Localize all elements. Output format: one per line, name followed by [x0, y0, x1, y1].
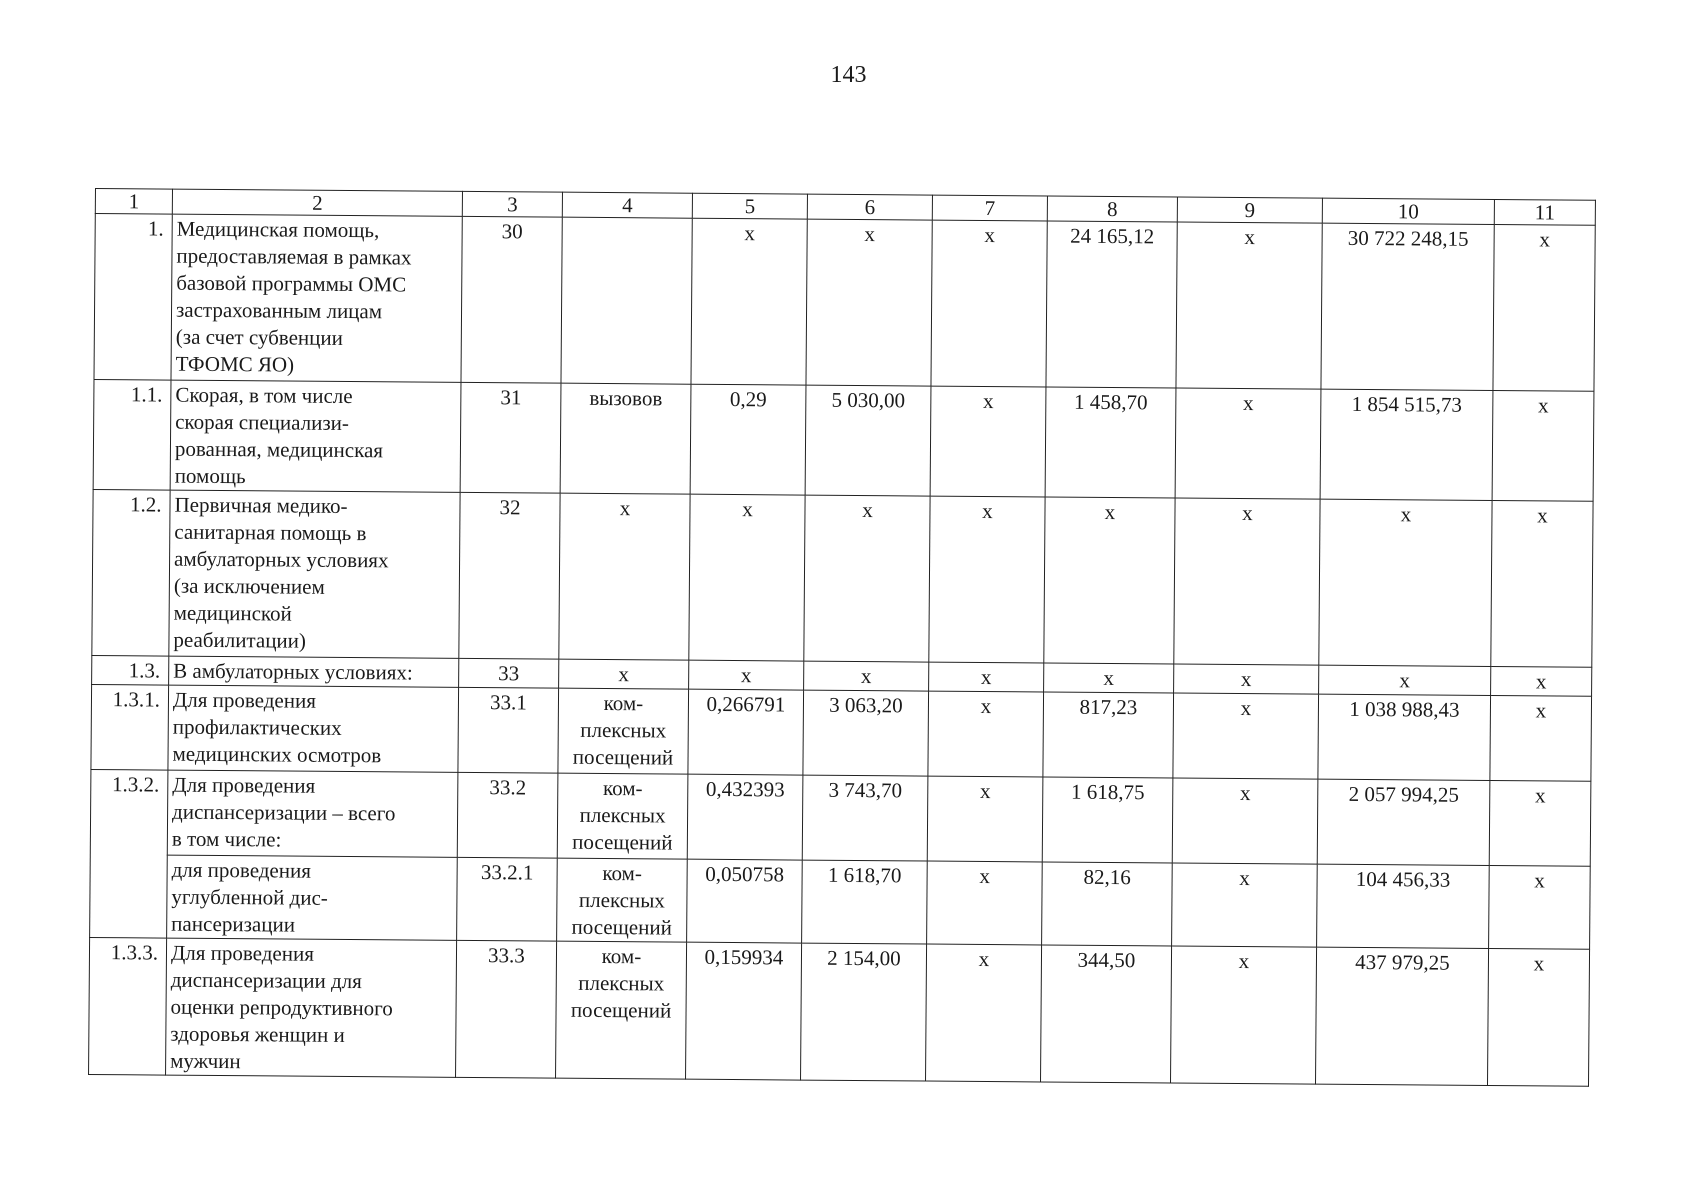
row-number: 1.3.2. — [90, 769, 168, 938]
row-cell-8: 344,50 — [1041, 945, 1172, 1083]
row-cell-10: 437 979,25 — [1315, 947, 1488, 1085]
row-name: Для проведения диспансеризации – всего в том числе: — [167, 770, 458, 857]
header-cell: 11 — [1494, 199, 1595, 225]
row-cell-11: х — [1489, 865, 1591, 949]
row-cell-7: х — [928, 691, 1044, 777]
row-unit — [561, 217, 692, 384]
header-cell: 6 — [807, 194, 932, 220]
row-number: 1.1. — [93, 379, 171, 490]
row-cell-10: 2 057 994,25 — [1317, 779, 1490, 865]
header-cell: 1 — [95, 189, 172, 215]
row-cell-5: х — [689, 660, 804, 690]
row-name: В амбулаторных условиях: — [169, 656, 459, 687]
row-cell-9: х — [1175, 388, 1321, 499]
row-cell-10: 1 854 515,73 — [1320, 389, 1493, 500]
row-code: 31 — [460, 382, 561, 493]
header-cell: 9 — [1177, 197, 1322, 223]
row-cell-9: х — [1172, 778, 1318, 864]
row-cell-7: х — [929, 662, 1044, 692]
row-code: 33 — [459, 658, 559, 688]
row-name: Первичная медико- санитарная помощь в амбулаторных условиях (за исключением медицинской реабилитации) — [169, 490, 460, 658]
row-number: 1.3. — [92, 655, 169, 685]
row-cell-9: х — [1171, 946, 1317, 1084]
row-cell-6: 1 618,70 — [802, 860, 928, 944]
row-cell-6: х — [804, 495, 930, 662]
row-cell-9: х — [1176, 222, 1322, 389]
row-cell-8: 24 165,12 — [1046, 221, 1177, 388]
table-row — [90, 769, 1591, 866]
row-cell-11: х — [1490, 695, 1592, 781]
row-cell-10: 1 038 988,43 — [1318, 694, 1491, 780]
row-cell-11: х — [1491, 666, 1592, 696]
page-number: 143 — [830, 62, 867, 88]
header-cell: 10 — [1322, 198, 1494, 224]
row-unit: х — [559, 659, 689, 689]
row-cell-8: 82,16 — [1042, 862, 1173, 946]
row-unit: ком- плексных посещений — [557, 858, 688, 942]
row-cell-7: х — [927, 861, 1043, 945]
row-cell-7: х — [929, 496, 1045, 663]
header-cell: 3 — [462, 191, 562, 217]
row-cell-11: х — [1487, 948, 1589, 1086]
table-row — [93, 379, 1594, 501]
row-cell-5: 0,29 — [690, 384, 806, 495]
row-cell-6: х — [806, 219, 932, 386]
row-unit: ком- плексных посещений — [556, 941, 687, 1079]
row-cell-8: 1 458,70 — [1045, 387, 1176, 498]
row-cell-7: х — [926, 944, 1042, 1082]
row-cell-11: х — [1489, 780, 1591, 866]
row-cell-5: 0,266791 — [688, 689, 804, 775]
row-cell-7: х — [930, 386, 1046, 497]
row-cell-8: 817,23 — [1043, 692, 1174, 778]
row-code: 33.3 — [456, 940, 557, 1078]
row-cell-9: х — [1174, 498, 1320, 665]
row-unit: ком- плексных посещений — [557, 773, 688, 859]
row-cell-7: х — [931, 220, 1047, 387]
header-cell: 7 — [932, 195, 1047, 221]
row-unit: вызовов — [560, 383, 691, 494]
row-cell-11: х — [1493, 224, 1595, 391]
row-cell-9: х — [1172, 863, 1318, 947]
row-cell-7: х — [927, 776, 1043, 862]
header-cell: 8 — [1047, 196, 1177, 222]
row-cell-8: х — [1044, 663, 1174, 693]
row-cell-10: 104 456,33 — [1317, 864, 1490, 948]
row-cell-10: х — [1319, 499, 1492, 666]
row-number: 1.2. — [92, 489, 170, 656]
row-code: 32 — [459, 492, 560, 659]
header-cell: 4 — [562, 192, 692, 218]
row-name: Для проведения диспансеризации для оценки репродуктивного здоровья женщин и мужчин — [166, 938, 457, 1077]
row-number: 1.3.3. — [89, 937, 167, 1075]
row-code: 33.2.1 — [457, 857, 558, 941]
table-row — [92, 489, 1593, 667]
row-cell-5: х — [689, 494, 805, 661]
row-code: 33.2 — [457, 772, 558, 858]
table-row — [94, 214, 1595, 392]
row-name: Медицинская помощь, предоставляемая в рамках базовой программы ОМС застрахованным лицам (за счет субвенции ТФОМС ЯО) — [171, 214, 462, 382]
row-cell-9: х — [1173, 693, 1319, 779]
row-number: 1. — [94, 214, 172, 381]
header-cell: 5 — [692, 193, 807, 219]
row-code: 30 — [461, 216, 562, 383]
table-row — [89, 937, 1590, 1086]
row-cell-8: 1 618,75 — [1042, 777, 1173, 863]
row-code: 33.1 — [458, 687, 559, 773]
data-table — [88, 188, 1596, 1087]
row-cell-11: х — [1492, 390, 1594, 501]
table-row — [90, 854, 1591, 949]
row-cell-6: 5 030,00 — [805, 385, 931, 496]
row-cell-6: 3 063,20 — [803, 690, 929, 776]
row-cell-5: 0,159934 — [686, 942, 802, 1080]
row-cell-5: 0,432393 — [687, 774, 803, 860]
table-row — [91, 684, 1592, 781]
row-cell-5: х — [691, 218, 807, 385]
row-cell-5: 0,050758 — [687, 859, 803, 943]
row-cell-11: х — [1491, 500, 1593, 667]
row-name: Скорая, в том числе скорая специализи- рованная, медицинская помощь — [170, 380, 461, 492]
row-unit: ком- плексных посещений — [558, 688, 689, 774]
row-cell-6: 3 743,70 — [802, 775, 928, 861]
row-cell-6: х — [804, 661, 929, 691]
row-number: 1.3.1. — [91, 684, 169, 770]
row-cell-10: 30 722 248,15 — [1321, 223, 1494, 390]
row-name: Для проведения профилактических медицинских осмотров — [168, 685, 459, 772]
row-cell-10: х — [1319, 665, 1491, 695]
header-cell: 2 — [172, 189, 462, 216]
row-cell-6: 2 154,00 — [801, 943, 927, 1081]
row-cell-9: х — [1174, 664, 1319, 694]
row-unit: х — [559, 493, 690, 660]
row-cell-8: х — [1044, 497, 1175, 664]
row-name: для проведения углубленной дис- пансеризации — [167, 855, 458, 940]
